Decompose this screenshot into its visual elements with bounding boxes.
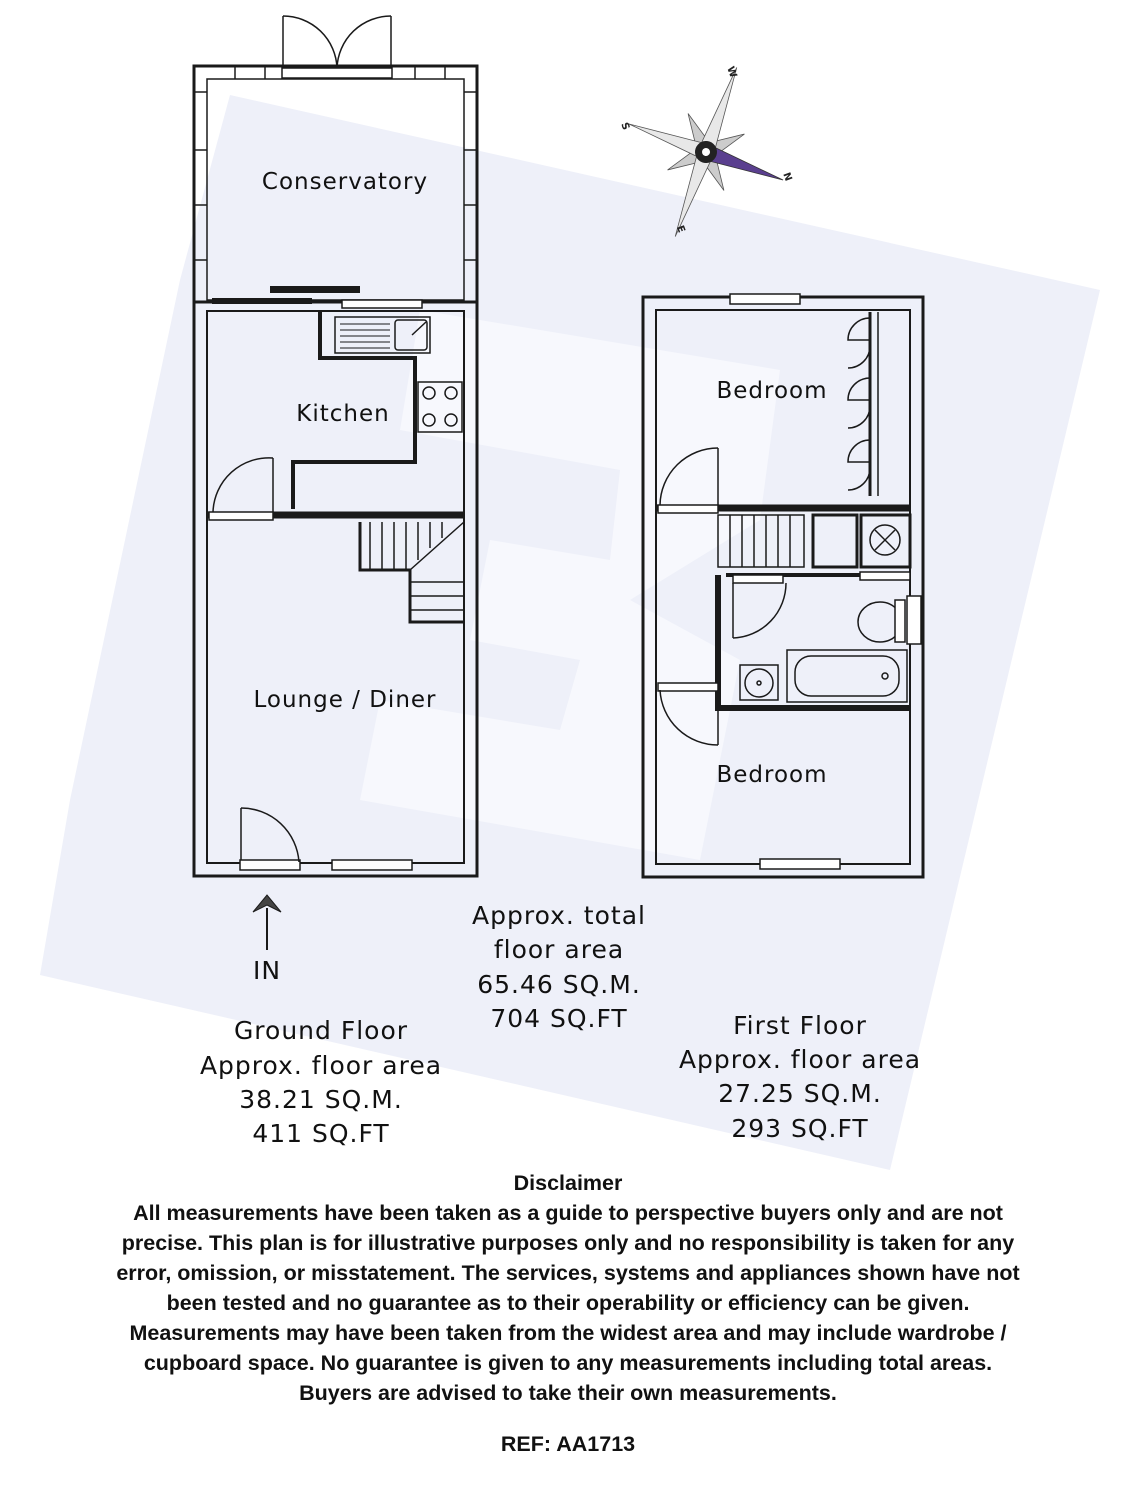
disclaimer	[20, 1168, 1116, 1408]
reference-code: REF: AA1713	[500, 1432, 636, 1456]
compass-east-label: E	[673, 224, 687, 235]
room-label-bedroom-2: Bedroom	[716, 762, 828, 788]
total-sqft: 704 SQ.FT	[490, 1004, 628, 1033]
compass-north-label: N	[780, 171, 794, 183]
first-floor-caption: Approx. floor area	[678, 1045, 922, 1074]
disclaimer-line: been tested and no guarantee as to their operability or efficiency can be given.	[166, 1291, 970, 1315]
total-line-1: Approx. total	[472, 901, 646, 930]
disclaimer-line: Measurements may have been taken from the widest area and may include wardrobe /	[129, 1321, 1007, 1345]
first-floor-sqm: 27.25 SQ.M.	[718, 1079, 882, 1108]
ground-floor-name: Ground Floor	[233, 1016, 409, 1045]
ground-floor-caption: Approx. floor area	[199, 1051, 443, 1080]
disclaimer-line: precise. This plan is for illustrative purposes only and no responsibility is taken for any	[121, 1231, 1015, 1255]
total-sqm: 65.46 SQ.M.	[477, 970, 641, 999]
compass-west-label: W	[724, 65, 739, 80]
entrance-label: IN	[252, 956, 282, 985]
room-label-bedroom-1: Bedroom	[716, 378, 828, 404]
disclaimer-title: Disclaimer	[513, 1171, 623, 1195]
french-doors	[282, 16, 392, 78]
room-label-kitchen: Kitchen	[296, 401, 390, 427]
room-label-conservatory: Conservatory	[261, 169, 429, 195]
disclaimer-line: All measurements have been taken as a guide to perspective buyers only and are not	[133, 1201, 1003, 1225]
disclaimer-line: Buyers are advised to take their own measurements.	[299, 1381, 837, 1405]
disclaimer-line: cupboard space. No guarantee is given to any measurements including total areas.	[143, 1351, 993, 1375]
disclaimer-line: error, omission, or misstatement. The services, systems and appliances shown have not	[116, 1261, 1020, 1285]
first-floor-sqft: 293 SQ.FT	[731, 1114, 869, 1143]
room-label-lounge: Lounge / Diner	[253, 687, 437, 713]
compass-south-label: S	[618, 121, 632, 132]
ground-floor-sqft: 411 SQ.FT	[252, 1119, 390, 1148]
total-line-2: floor area	[493, 935, 625, 964]
ground-floor-area	[200, 1016, 442, 1148]
first-floor-name: First Floor	[733, 1011, 867, 1040]
ground-floor-sqm: 38.21 SQ.M.	[239, 1085, 403, 1114]
